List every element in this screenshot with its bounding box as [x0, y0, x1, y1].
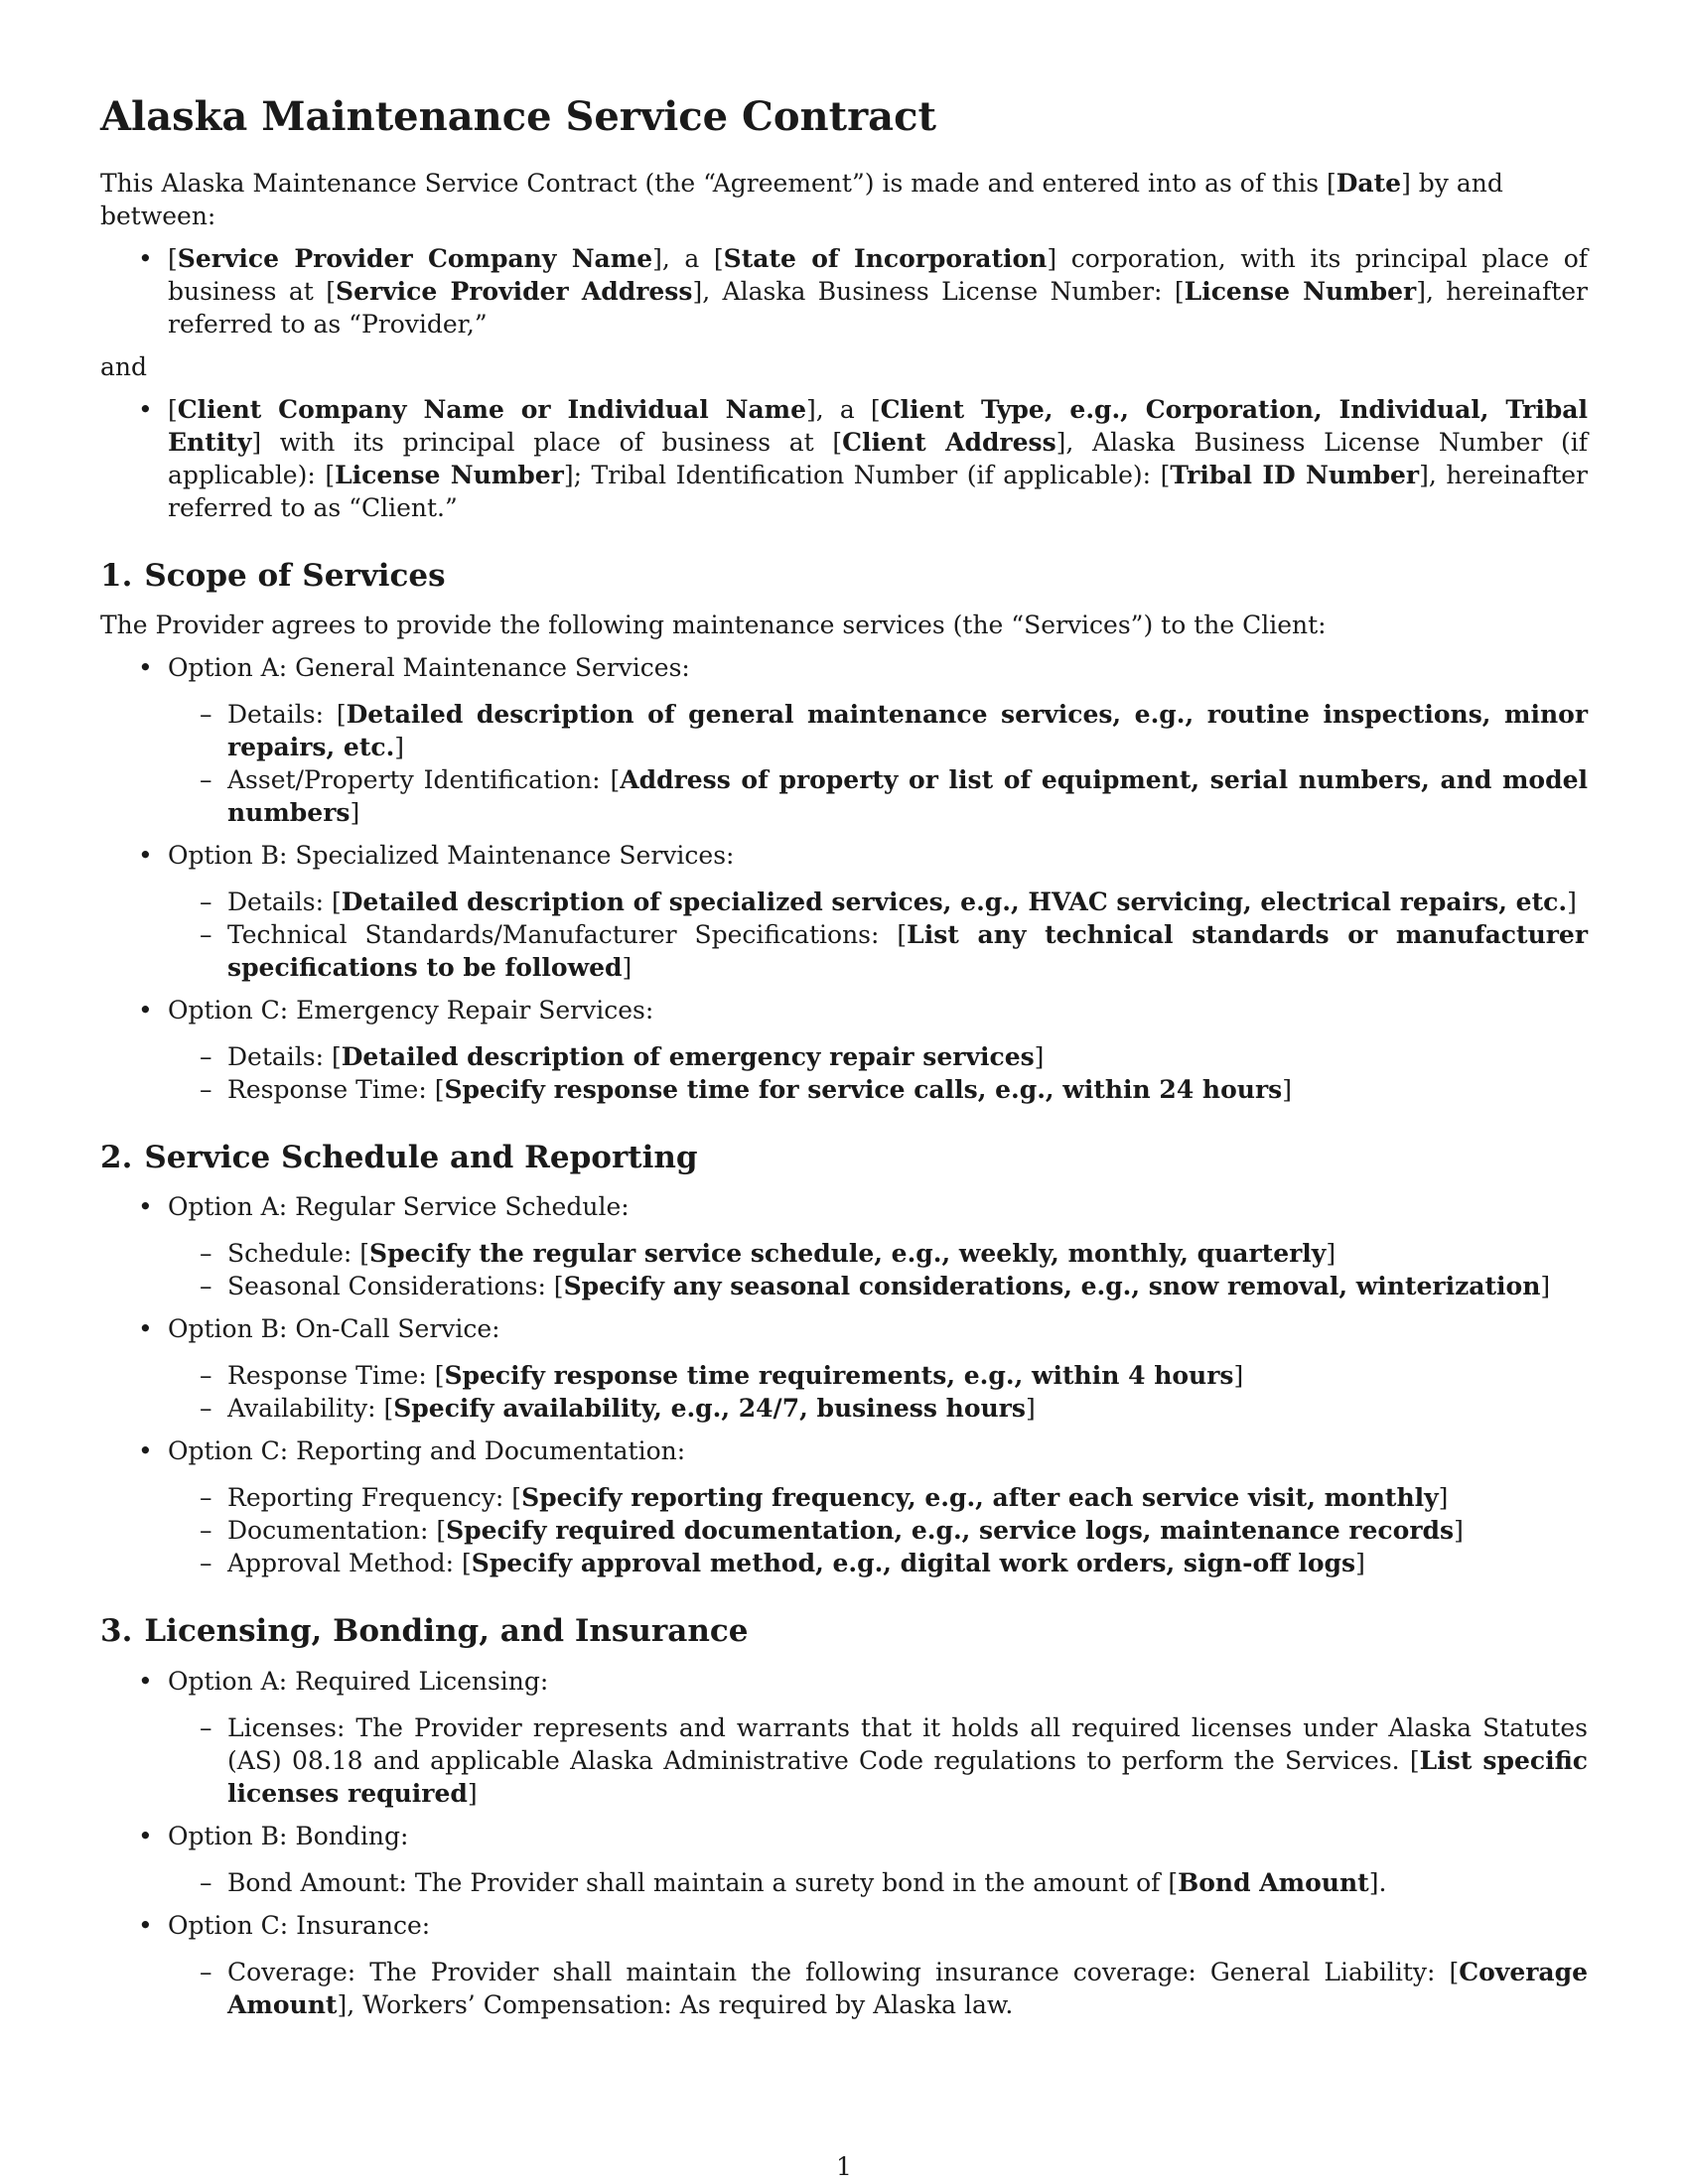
party-client-list	[100, 393, 1588, 524]
party-provider-list	[100, 242, 1588, 341]
list-item: • Option C: Insurance: – Coverage: The Provider shall maintain the following insurance coverage: General Liability: [Coverage Amount], Workers’ Compensation: As required by Alaska law.	[100, 1909, 1588, 2021]
sub-item: – Response Time: [Specify response time for service calls, e.g., within 24 hours]	[168, 1073, 1588, 1106]
party-client: • [Client Company Name or Individual Name], a [Client Type, e.g., Corporation, Individual, Tribal Entity] with its principal place of business at [Client Address], Alaska Business License Number (if applicable): [License Number]; Tribal Identification Number (if applicable): [Tribal ID Number], hereinafter referred to as “Client.”	[100, 393, 1588, 524]
section-heading-licensing: 3. Licensing, Bonding, and Insurance	[100, 1613, 749, 1650]
document-title: Alaska Maintenance Service Contract	[100, 93, 936, 140]
sub-item: – Details: [Detailed description of general maintenance services, e.g., routine inspections, minor repairs, etc.]	[168, 698, 1588, 763]
sub-item: – Details: [Detailed description of emergency repair services]	[168, 1040, 1588, 1073]
sub-item: – Schedule: [Specify the regular service schedule, e.g., weekly, monthly, quarterly]	[168, 1237, 1588, 1270]
date-placeholder: Date	[1336, 169, 1402, 198]
sub-item: – Response Time: [Specify response time requirements, e.g., within 4 hours]	[168, 1359, 1588, 1392]
sub-item: – Bond Amount: The Provider shall maintain a surety bond in the amount of [Bond Amount].	[168, 1866, 1588, 1899]
scope-options	[100, 651, 1588, 1106]
sub-item: – Technical Standards/Manufacturer Specifications: [List any technical standards or manufacturer specifications to be followed]	[168, 918, 1588, 984]
sub-item: – Availability: [Specify availability, e.g., 24/7, business hours]	[168, 1392, 1588, 1425]
list-item: • Option A: Required Licensing: – Licenses: The Provider represents and warrants that it holds all required licenses under Alaska Statutes (AS) 08.18 and applicable Alaska Administrative Code regulations to perform the Services. [List specific licenses required]	[100, 1665, 1588, 1810]
sub-item: – Asset/Property Identification: [Address of property or list of equipment, serial numbers, and model numbers]	[168, 763, 1588, 829]
section-heading-schedule: 2. Service Schedule and Reporting	[100, 1140, 698, 1176]
section-heading-scope: 1. Scope of Services	[100, 558, 446, 594]
and-text: and	[100, 352, 148, 381]
intro-paragraph: This Alaska Maintenance Service Contract (the “Agreement”) is made and entered into as of this [Date] by and between:	[100, 169, 1503, 230]
sub-item: – Documentation: [Specify required documentation, e.g., service logs, maintenance records]	[168, 1514, 1588, 1547]
sub-item: – Reporting Frequency: [Specify reporting frequency, e.g., after each service visit, monthly]	[168, 1481, 1588, 1514]
schedule-options	[100, 1190, 1588, 1579]
document-page	[100, 83, 1588, 2031]
list-item: • Option B: Specialized Maintenance Services: – Details: [Detailed description of specialized services, e.g., HVAC servicing, electrical repairs, etc.] – Technical Standards/Manufacturer Specifications: [List any technical standards or manufacturer specifications to be followed]	[100, 839, 1588, 984]
party-provider: • [Service Provider Company Name], a [State of Incorporation] corporation, with its principal place of business at [Service Provider Address], Alaska Business License Number: [License Number], hereinafter referred to as “Provider,”	[100, 242, 1588, 341]
list-item: • Option C: Reporting and Documentation: – Reporting Frequency: [Specify reporting frequency, e.g., after each service visit, monthly] – Documentation: [Specify required documentation, e.g., service logs, maintenance records] – Approval Method: [Specify approval method, e.g., digital work orders, sign-off logs]	[100, 1434, 1588, 1579]
sub-item: – Licenses: The Provider represents and warrants that it holds all required licenses under Alaska Statutes (AS) 08.18 and applicable Alaska Administrative Code regulations to perform the Services. [List specific licenses required]	[168, 1711, 1588, 1810]
sub-item: – Details: [Detailed description of specialized services, e.g., HVAC servicing, electrical repairs, etc.]	[168, 886, 1588, 918]
sub-item: – Approval Method: [Specify approval method, e.g., digital work orders, sign-off logs]	[168, 1547, 1588, 1579]
scope-intro: The Provider agrees to provide the following maintenance services (the “Services”) to the Client:	[100, 611, 1327, 640]
list-item: • Option C: Emergency Repair Services: – Details: [Detailed description of emergency repair services] – Response Time: [Specify response time for service calls, e.g., within 24 hours]	[100, 994, 1588, 1106]
sub-item: – Seasonal Considerations: [Specify any seasonal considerations, e.g., snow removal, winterization]	[168, 1270, 1588, 1302]
list-item: • Option B: Bonding: – Bond Amount: The Provider shall maintain a surety bond in the amount of [Bond Amount].	[100, 1820, 1588, 1899]
page-number: 1	[836, 2152, 852, 2181]
list-item: • Option A: Regular Service Schedule: – Schedule: [Specify the regular service schedule, e.g., weekly, monthly, quarterly] – Seasonal Considerations: [Specify any seasonal considerations, e.g., snow removal, winterization]	[100, 1190, 1588, 1302]
list-item: • Option A: General Maintenance Services: – Details: [Detailed description of general maintenance services, e.g., routine inspections, minor repairs, etc.] – Asset/Property Identification: [Address of property or list of equipment, serial numbers, and model numbers]	[100, 651, 1588, 829]
sub-item: – Coverage: The Provider shall maintain the following insurance coverage: General Liability: [Coverage Amount], Workers’ Compensation: As required by Alaska law.	[168, 1956, 1588, 2021]
licensing-options	[100, 1665, 1588, 2021]
list-item: • Option B: On-Call Service: – Response Time: [Specify response time requirements, e.g., within 4 hours] – Availability: [Specify availability, e.g., 24/7, business hours]	[100, 1312, 1588, 1425]
